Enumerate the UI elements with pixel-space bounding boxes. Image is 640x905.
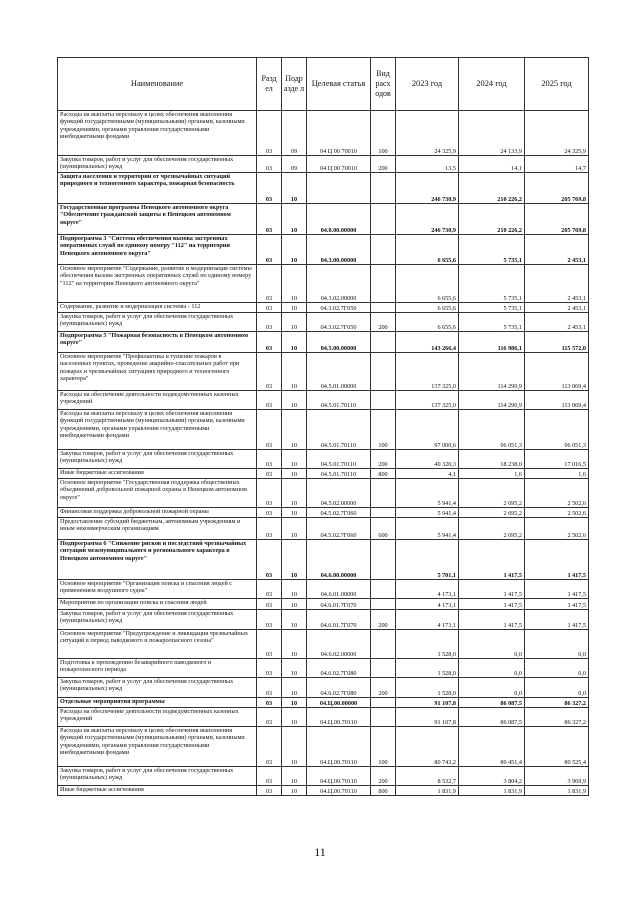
cell-target-article: 04.Ц.00.70110 [307,708,371,727]
cell-amount-2024: 1 417,5 [459,580,525,599]
table-row [58,767,589,786]
cell-expense-type [371,580,396,599]
cell-amount-2023: 1 831,9 [396,786,459,796]
cell-target-article: 04.3.02.7Г050 [307,303,371,313]
cell-amount-2024: 5 735,1 [459,313,525,332]
cell-target-article: 04.3.02.00000 [307,265,371,303]
cell-amount-2025: 205 769,8 [525,173,589,204]
cell-section: 03 [257,410,282,450]
table-row [58,313,589,332]
table-row [58,156,589,173]
cell-amount-2025: 0,0 [525,678,589,698]
header-expense-type: Вид расх одов [371,58,396,111]
cell-target-article: 04.6.01.00000 [307,580,371,599]
cell-subsection: 09 [282,156,307,173]
cell-name: Закупка товаров, работ и услуг для обеспечения государственных (муниципальных) нужд [58,767,257,786]
cell-section: 03 [257,450,282,469]
header-year-2024: 2024 год [459,58,525,111]
cell-name: Подготовка к прохождению безаварийного паводкового и пожароопасного периода [58,659,257,678]
cell-target-article: 04.5.02.7Г060 [307,508,371,518]
cell-name: Подпрограмма 6 "Снижение рисков и последствий чрезвычайных ситуаций межмуниципального и регионального характера в Ненецком автономном округе" [58,540,257,580]
cell-amount-2024: 5 735,1 [459,303,525,313]
cell-section: 03 [257,540,282,580]
cell-amount-2023: 6 655,6 [396,303,459,313]
cell-target-article [307,173,371,204]
cell-amount-2024: 2 695,2 [459,479,525,508]
cell-amount-2023: 5 701,1 [396,540,459,580]
cell-amount-2023: 4,1 [396,469,459,479]
cell-amount-2025: 113 069,4 [525,391,589,410]
header-year-2023: 2023 год [396,58,459,111]
cell-subsection: 10 [282,659,307,678]
table-row [58,580,589,599]
cell-section: 03 [257,518,282,540]
cell-target-article: 04 Ц 00 70010 [307,111,371,156]
cell-section: 03 [257,156,282,173]
cell-amount-2024: 1 417,5 [459,610,525,630]
table-row [58,708,589,727]
cell-amount-2023: 5 941,4 [396,518,459,540]
cell-amount-2023: 246 730,9 [396,173,459,204]
cell-amount-2025: 1 417,5 [525,610,589,630]
table-row [58,450,589,469]
cell-subsection: 10 [282,698,307,708]
cell-section: 03 [257,698,282,708]
cell-amount-2025: 2 502,6 [525,479,589,508]
cell-name: Защита населения и территории от чрезвычайных ситуаций природного и техногенного характера, пожарная безопасность [58,173,257,204]
cell-target-article: 04.Ц.00.70110 [307,786,371,796]
cell-subsection: 09 [282,111,307,156]
table-row [58,479,589,508]
cell-section: 03 [257,580,282,599]
cell-amount-2023: 6 655,6 [396,265,459,303]
cell-expense-type [371,303,396,313]
cell-expense-type: 200 [371,678,396,698]
cell-target-article: 04.6.01.7Г070 [307,599,371,610]
cell-section: 03 [257,727,282,767]
cell-name: Закупка товаров, работ и услуг для обеспечения государственных (муниципальных) нужд [58,156,257,173]
cell-subsection: 10 [282,767,307,786]
cell-expense-type [371,630,396,659]
cell-section: 03 [257,111,282,156]
cell-expense-type: 200 [371,450,396,469]
cell-name: Закупка товаров, работ и услуг для обеспечения государственных (муниципальных) нужд [58,610,257,630]
cell-section: 03 [257,391,282,410]
cell-subsection: 10 [282,332,307,353]
cell-amount-2024: 14,1 [459,156,525,173]
cell-name: Предоставление субсидий бюджетным, автономным учреждениям и иным некоммерческим организациям [58,518,257,540]
table-body [58,111,589,796]
cell-target-article: 04.5.01.70110 [307,391,371,410]
cell-expense-type: 100 [371,727,396,767]
cell-amount-2023: 137 325,0 [396,391,459,410]
cell-section: 03 [257,332,282,353]
cell-amount-2024: 210 226,2 [459,204,525,235]
cell-section: 03 [257,204,282,235]
cell-amount-2023: 246 730,9 [396,204,459,235]
table-row [58,508,589,518]
cell-section: 03 [257,313,282,332]
cell-amount-2024: 1 417,5 [459,540,525,580]
cell-expense-type [371,265,396,303]
cell-subsection: 10 [282,450,307,469]
cell-target-article: 04.6.00.00000 [307,540,371,580]
table-row [58,698,589,708]
cell-name: Расходы на выплаты персоналу в целях обеспечения выполнения функций государственными (муниципальными) органами, казенными учреждениями, органами управления государственными внебюджетными фондами [58,727,257,767]
cell-amount-2023: 40 320,3 [396,450,459,469]
cell-amount-2023: 137 325,0 [396,353,459,391]
table-row [58,540,589,580]
cell-amount-2025: 86 327,2 [525,708,589,727]
cell-amount-2023: 97 000,6 [396,410,459,450]
cell-subsection: 10 [282,580,307,599]
cell-section: 03 [257,767,282,786]
cell-name: Расходы на выплаты персоналу в целях обеспечения выполнения функций государственными (муниципальными) органами, казенными учреждениями, органами управления государственными внебюджетными фондами [58,111,257,156]
cell-target-article: 04.Ц.00.70110 [307,727,371,767]
cell-amount-2025: 17 016,5 [525,450,589,469]
cell-amount-2025: 2 502,6 [525,518,589,540]
cell-amount-2023: 143 266,4 [396,332,459,353]
cell-amount-2024: 0,0 [459,630,525,659]
cell-amount-2025: 1 417,5 [525,580,589,599]
cell-amount-2024: 86 087,5 [459,698,525,708]
cell-expense-type: 800 [371,786,396,796]
cell-amount-2023: 5 941,4 [396,508,459,518]
header-year-2025: 2025 год [525,58,589,111]
cell-name: Основное мероприятие "Государственная поддержка общественных объединений добровольной пожарной охраны в Ненецком автономном округе" [58,479,257,508]
table-row [58,469,589,479]
cell-section: 03 [257,303,282,313]
header-section: Разд ел [257,58,282,111]
cell-expense-type: 200 [371,156,396,173]
cell-amount-2025: 2 453,1 [525,313,589,332]
cell-amount-2025: 3 969,9 [525,767,589,786]
cell-subsection: 10 [282,173,307,204]
cell-amount-2023: 4 173,1 [396,580,459,599]
cell-target-article: 04 Ц 00 70010 [307,156,371,173]
table-row [58,111,589,156]
cell-subsection: 10 [282,303,307,313]
cell-section: 03 [257,610,282,630]
cell-target-article: 04.Ц.00.00000 [307,698,371,708]
cell-amount-2025: 86 327,2 [525,698,589,708]
cell-section: 03 [257,678,282,698]
table-row [58,410,589,450]
table-row [58,659,589,678]
cell-expense-type: 100 [371,410,396,450]
cell-target-article: 04.5.01.70110 [307,450,371,469]
header-subsection: Подр азде л [282,58,307,111]
cell-name: Отдельные мероприятия программы [58,698,257,708]
cell-amount-2024: 80 451,4 [459,727,525,767]
cell-amount-2024: 114 290,9 [459,391,525,410]
cell-section: 03 [257,469,282,479]
cell-amount-2024: 116 986,1 [459,332,525,353]
cell-expense-type [371,332,396,353]
cell-amount-2025: 14,7 [525,156,589,173]
cell-amount-2025: 0,0 [525,659,589,678]
cell-name: Расходы на обеспечение деятельности подведомственных казенных учреждений [58,391,257,410]
cell-amount-2024: 86 087,5 [459,708,525,727]
cell-expense-type [371,698,396,708]
cell-section: 03 [257,479,282,508]
cell-amount-2025: 113 069,4 [525,353,589,391]
cell-name: Расходы на выплаты персоналу в целях обеспечения выполнения функций государственными (муниципальными) органами, казенными учреждениями, органами управления государственными внебюджетными фондами [58,410,257,450]
table-row [58,630,589,659]
cell-amount-2023: 1 528,0 [396,630,459,659]
cell-name: Закупка товаров, работ и услуг для обеспечения государственных (муниципальных) нужд [58,313,257,332]
cell-amount-2024: 2 695,2 [459,508,525,518]
cell-expense-type [371,659,396,678]
cell-subsection: 10 [282,599,307,610]
cell-amount-2024: 96 051,3 [459,410,525,450]
cell-name: Мероприятия по организации поиска и спасения людей [58,599,257,610]
cell-expense-type [371,508,396,518]
cell-subsection: 10 [282,508,307,518]
cell-amount-2024: 114 290,9 [459,353,525,391]
cell-target-article: 04.3.00.00000 [307,235,371,265]
cell-amount-2025: 2 502,6 [525,508,589,518]
cell-section: 03 [257,353,282,391]
cell-name: Государственная программа Ненецкого автономного округа "Обеспечение гражданской защиты в Ненецком автономном округе" [58,204,257,235]
cell-amount-2025: 2 453,1 [525,235,589,265]
cell-subsection: 10 [282,235,307,265]
cell-name: Иные бюджетные ассигнования [58,786,257,796]
cell-amount-2023: 4 173,1 [396,599,459,610]
cell-amount-2024: 210 226,2 [459,173,525,204]
cell-subsection: 10 [282,708,307,727]
cell-amount-2023: 80 743,2 [396,727,459,767]
table-row [58,332,589,353]
cell-name: Основное мероприятие "Предупреждение и ликвидация чрезвычайных ситуаций в период паводкового и пожароопасного сезона" [58,630,257,659]
cell-target-article: 04.6.01.7Г070 [307,610,371,630]
table-row [58,599,589,610]
cell-target-article: 04.6.02.7Г080 [307,659,371,678]
cell-amount-2023: 13,5 [396,156,459,173]
cell-amount-2024: 5 735,1 [459,265,525,303]
cell-expense-type [371,391,396,410]
table-row [58,786,589,796]
cell-subsection: 10 [282,265,307,303]
cell-expense-type: 600 [371,518,396,540]
table-row [58,235,589,265]
cell-expense-type [371,708,396,727]
cell-expense-type: 200 [371,610,396,630]
cell-amount-2023: 91 107,8 [396,698,459,708]
cell-amount-2025: 2 453,1 [525,265,589,303]
cell-name: Закупка товаров, работ и услуг для обеспечения государственных (муниципальных) нужд [58,450,257,469]
cell-expense-type [371,599,396,610]
page-number: 11 [314,845,326,859]
cell-amount-2024: 3 804,2 [459,767,525,786]
cell-amount-2024: 24 133,9 [459,111,525,156]
cell-amount-2023: 1 528,0 [396,659,459,678]
table-row [58,204,589,235]
table-row [58,610,589,630]
cell-name: Подпрограмма 3 "Система обеспечения вызова экстренных оперативных служб по единому номеру "112" на территории Ненецкого автономного округа" [58,235,257,265]
cell-section: 03 [257,786,282,796]
cell-amount-2024: 5 735,1 [459,235,525,265]
cell-amount-2025: 1 417,5 [525,540,589,580]
table-row [58,727,589,767]
cell-subsection: 10 [282,786,307,796]
cell-expense-type [371,204,396,235]
cell-subsection: 10 [282,479,307,508]
cell-amount-2024: 0,0 [459,678,525,698]
table-row [58,391,589,410]
cell-expense-type [371,235,396,265]
cell-target-article: 04.5.02.00000 [307,479,371,508]
cell-amount-2025: 1,6 [525,469,589,479]
cell-name: Закупка товаров, работ и услуг для обеспечения государственных (муниципальных) нужд [58,678,257,698]
cell-amount-2023: 1 528,0 [396,678,459,698]
cell-name: Расходы на обеспечение деятельности подведомственных казенных учреждений [58,708,257,727]
table-row [58,265,589,303]
cell-target-article: 04.5.02.7Г060 [307,518,371,540]
cell-amount-2024: 1,6 [459,469,525,479]
cell-expense-type [371,353,396,391]
cell-amount-2023: 6 655,6 [396,313,459,332]
cell-amount-2024: 0,0 [459,659,525,678]
cell-amount-2024: 2 695,2 [459,518,525,540]
cell-target-article: 04.5.00.00000 [307,332,371,353]
table-row [58,303,589,313]
cell-amount-2023: 6 655,6 [396,235,459,265]
cell-expense-type [371,173,396,204]
cell-section: 03 [257,659,282,678]
cell-name: Подпрограмма 5 "Пожарная безопасность в Ненецком автономном округе" [58,332,257,353]
cell-subsection: 10 [282,410,307,450]
cell-amount-2024: 1 831,9 [459,786,525,796]
cell-section: 03 [257,630,282,659]
cell-target-article: 04.3.02.7Г050 [307,313,371,332]
cell-expense-type [371,479,396,508]
cell-section: 03 [257,235,282,265]
cell-amount-2025: 0,0 [525,630,589,659]
cell-target-article: 04.Ц.00.70110 [307,767,371,786]
cell-target-article: 04.6.02.00000 [307,630,371,659]
cell-amount-2025: 24 325,9 [525,111,589,156]
cell-subsection: 10 [282,610,307,630]
header-name: Наименование [58,58,257,111]
cell-amount-2023: 24 325,9 [396,111,459,156]
cell-amount-2023: 4 173,1 [396,610,459,630]
cell-amount-2025: 2 453,1 [525,303,589,313]
cell-target-article: 04.6.02.7Г080 [307,678,371,698]
cell-subsection: 10 [282,518,307,540]
cell-amount-2023: 5 941,4 [396,479,459,508]
cell-amount-2025: 1 831,9 [525,786,589,796]
cell-subsection: 10 [282,727,307,767]
cell-expense-type: 100 [371,111,396,156]
cell-target-article: 04.0.00.00000 [307,204,371,235]
page-content [57,57,588,796]
table-row [58,518,589,540]
cell-subsection: 10 [282,630,307,659]
cell-target-article: 04.5.01.70110 [307,469,371,479]
cell-expense-type [371,540,396,580]
cell-subsection: 10 [282,469,307,479]
cell-expense-type: 800 [371,469,396,479]
cell-name: Основное мероприятие "Профилактика и тушение пожаров в населенных пунктах, проведение аварийно-спасательных работ при пожарах и чрезвычайных ситуациях природного и техногенного характера" [58,353,257,391]
cell-target-article: 04.5.01.70110 [307,410,371,450]
cell-target-article: 04.5.01.00000 [307,353,371,391]
cell-name: Основное мероприятие "Содержание, развитие и модернизация системы обеспечения вызова экстренных оперативных служб по единому номеру "112" на территории Ненецкого автономного округа" [58,265,257,303]
cell-name: Содержание, развитие и модернизация системы - 112 [58,303,257,313]
cell-expense-type: 200 [371,313,396,332]
cell-expense-type: 200 [371,767,396,786]
cell-amount-2025: 115 572,0 [525,332,589,353]
cell-amount-2025: 1 417,5 [525,599,589,610]
cell-subsection: 10 [282,678,307,698]
cell-section: 03 [257,173,282,204]
header-target-article: Целевая статья [307,58,371,111]
cell-amount-2023: 91 107,8 [396,708,459,727]
cell-amount-2024: 18 238,0 [459,450,525,469]
cell-subsection: 10 [282,204,307,235]
table-row [58,353,589,391]
cell-name: Иные бюджетные ассигнования [58,469,257,479]
table-row [58,173,589,204]
cell-section: 03 [257,708,282,727]
cell-amount-2025: 96 051,3 [525,410,589,450]
cell-section: 03 [257,265,282,303]
cell-subsection: 10 [282,391,307,410]
cell-name: Финансовая поддержка добровольной пожарной охраны [58,508,257,518]
cell-amount-2025: 205 769,8 [525,204,589,235]
cell-amount-2023: 8 532,7 [396,767,459,786]
cell-amount-2024: 1 417,5 [459,599,525,610]
cell-subsection: 10 [282,313,307,332]
table-header-row [58,58,589,111]
cell-name: Основное мероприятие "Организация поиска и спасения людей с применением воздушного судна" [58,580,257,599]
cell-section: 03 [257,508,282,518]
cell-subsection: 10 [282,540,307,580]
cell-section: 03 [257,599,282,610]
budget-table [57,57,589,796]
cell-amount-2025: 80 525,4 [525,727,589,767]
table-row [58,678,589,698]
cell-subsection: 10 [282,353,307,391]
